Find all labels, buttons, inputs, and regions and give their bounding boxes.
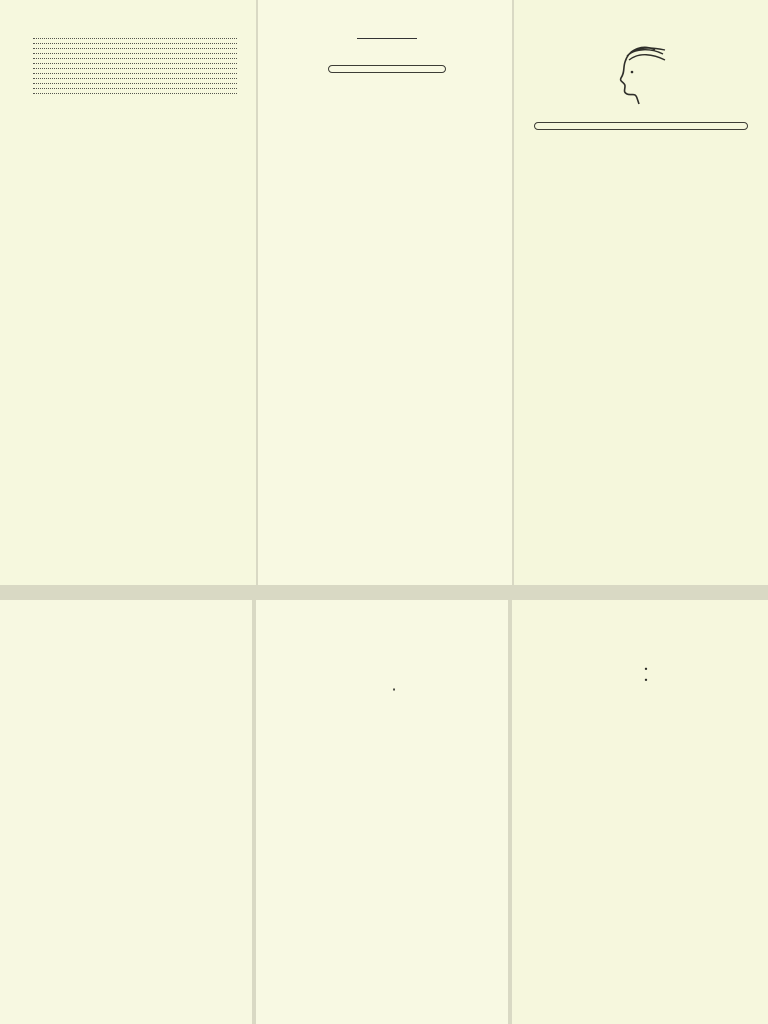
menu-item bbox=[30, 78, 240, 82]
menu-item-row bbox=[30, 38, 240, 42]
menu-item-row bbox=[30, 93, 240, 97]
divider bbox=[357, 38, 417, 39]
info-panel bbox=[514, 0, 768, 585]
beverages-panel bbox=[258, 0, 512, 585]
menu-item bbox=[30, 63, 240, 67]
leader-dots bbox=[33, 88, 237, 89]
leader-dots bbox=[33, 53, 237, 54]
menu-item bbox=[30, 88, 240, 92]
service-box bbox=[534, 122, 748, 130]
bullet: • bbox=[643, 676, 649, 685]
menu-item-row bbox=[30, 43, 240, 47]
menu-item-row bbox=[30, 53, 240, 57]
cafe-sandwiches-panel bbox=[512, 600, 768, 1024]
leader-dots bbox=[33, 73, 237, 74]
specials-panel bbox=[256, 600, 508, 1024]
menu-item bbox=[30, 83, 240, 87]
menu-item bbox=[30, 58, 240, 62]
menu-item bbox=[30, 48, 240, 52]
leader-dots bbox=[33, 78, 237, 79]
menu-item bbox=[30, 73, 240, 77]
extras bbox=[534, 664, 758, 686]
leader-dots bbox=[33, 58, 237, 59]
menu-item bbox=[30, 53, 240, 57]
logo bbox=[526, 42, 756, 106]
combination-list bbox=[30, 38, 240, 97]
leader-dots bbox=[33, 93, 237, 94]
menu-item-row bbox=[30, 83, 240, 87]
leader-dots bbox=[33, 63, 237, 64]
menu-item-row bbox=[30, 48, 240, 52]
menu-item-row bbox=[30, 78, 240, 82]
bullet: • bbox=[643, 665, 649, 674]
leader-dots bbox=[33, 68, 237, 69]
breakfast-panel bbox=[0, 600, 252, 1024]
combination-panel bbox=[0, 0, 256, 585]
menu-item bbox=[30, 43, 240, 47]
menu-item-row bbox=[30, 63, 240, 67]
leader-dots bbox=[33, 83, 237, 84]
menu-item-row bbox=[30, 73, 240, 77]
menu-item bbox=[30, 68, 240, 72]
menu-item-row bbox=[30, 68, 240, 72]
leader-dots bbox=[33, 48, 237, 49]
menu-item bbox=[30, 38, 240, 42]
catering-box bbox=[328, 65, 446, 73]
profile-head-icon bbox=[615, 42, 667, 106]
menu-item-row bbox=[30, 88, 240, 92]
menu-item-row bbox=[30, 58, 240, 62]
leader-dots bbox=[33, 43, 237, 44]
bullet: · bbox=[391, 680, 397, 699]
menu-item bbox=[30, 93, 240, 97]
leader-dots bbox=[33, 38, 237, 39]
